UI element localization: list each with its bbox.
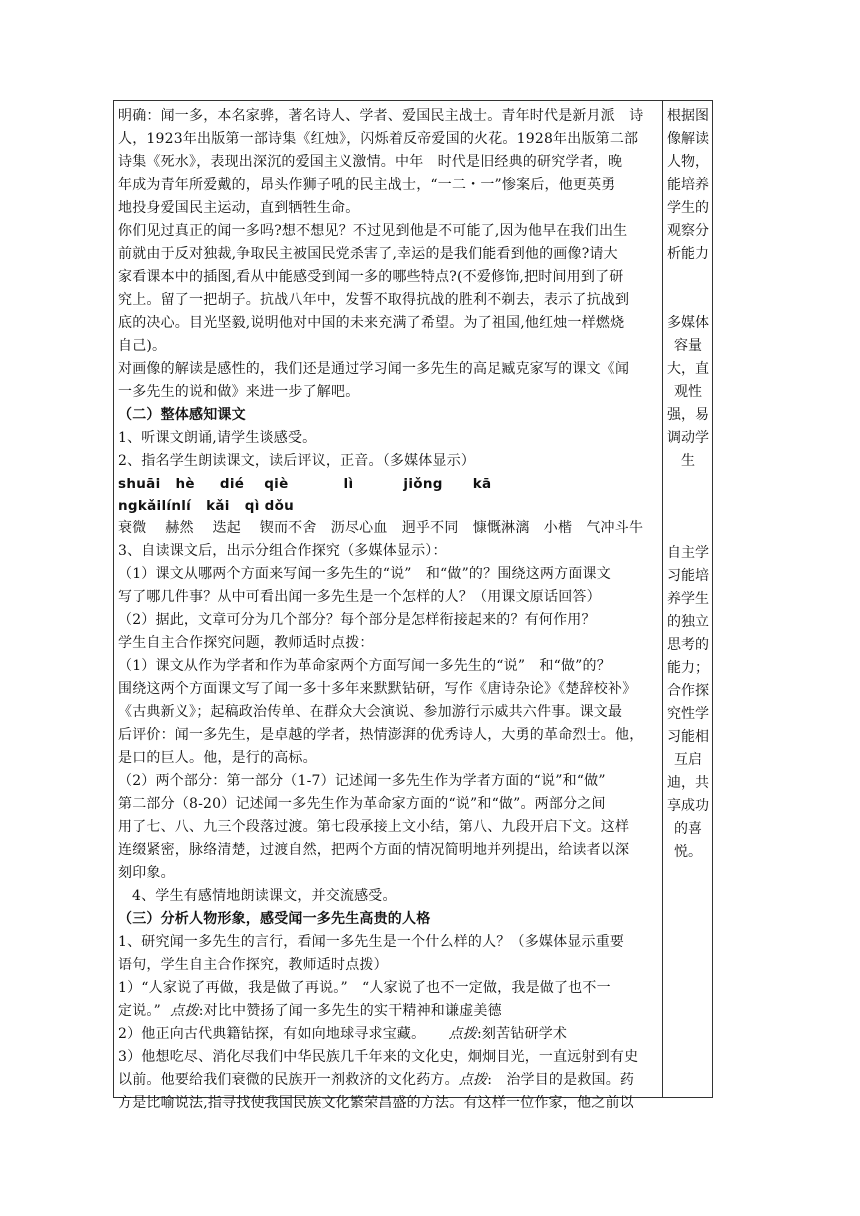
text-line: 自己)。 (118, 338, 167, 354)
text-line: 地投身爱国民主运动，直到牺牲生命。 (118, 200, 360, 216)
text-line: 家看课本中的插图,看从中能感受到闻一多的哪些特点?(不爱修饰,把时间用到了研 (118, 269, 624, 285)
text-line: 4、学生有感情地朗读课文，并交流感受。 (132, 888, 397, 904)
quote-line: 3）他想吃尽、消化尽我们中华民族几千年来的文化史，炯炯目光，一直远射到有史 (118, 1049, 639, 1065)
text-line: 连缀紧密，脉络清楚，过渡自然，把两个方面的情况简明地并列提出，给读者以深 (118, 842, 630, 858)
text-line: 人，1923年出版第一部诗集《红烛》，闪烁着反帝爱国的火花。1928年出版第二部 (118, 131, 639, 147)
text-line: 第二部分（8-20）记述闻一多先生作为革命家方面的“说”和“做”。两部分之间 (118, 796, 606, 812)
quote-text: 定说。” (118, 1003, 161, 1019)
pinyin-row: ngkǎilínlí kǎi qì dǒu (118, 498, 295, 514)
text-line: 1、研究闻一多先生的言行，看闻一多先生是一个什么样的人？（多媒体显示重要 (118, 934, 625, 950)
hint-label: 点拨 (170, 1003, 199, 1019)
hint-text: : 治学目的是救国。药 (487, 1072, 635, 1088)
text-line: 1、听课文朗诵,请学生谈感受。 (118, 430, 317, 446)
side-note: 根据图像解读人物，能培养学生的观察分析能力 (667, 108, 709, 262)
quote-line (118, 1023, 658, 1046)
text-line: 后评价：闻一多先生，是卓越的学者，热情澎湃的优秀诗人，大勇的革命烈士。他， (118, 727, 644, 743)
quote-line: 1）“人家说了再做，我是做了再说。” “人家说了也不一定做，我是做了也不一 (118, 980, 611, 996)
quote-text: 2）他正向古代典籍钻探，有如向地球寻求宝藏。 (118, 1026, 426, 1042)
hint-text: :刻苦钻研学术 (476, 1026, 568, 1042)
text-line: 一多先生的说和做》来进一步了解吧。 (118, 384, 360, 400)
quote-line: 方是比喻说法,指寻找使我国民族文化繁荣昌盛的方法。有这样一位作家，他之前以 (118, 1095, 634, 1111)
quote-line (118, 1000, 658, 1023)
text-line: 对画像的解读是感性的，我们还是通过学习闻一多先生的高足臧克家写的课文《闻 (118, 361, 630, 377)
text-line: 3、自读课文后，出示分组合作探究（多媒体显示）： (118, 543, 447, 559)
vocabulary-row: 衰微 赫然 迭起 锲而不舍 沥尽心血 迥乎不同 慷慨淋漓 小楷 气冲斗牛 (118, 520, 644, 536)
hint-label: 点拨 (448, 1026, 477, 1042)
text-line: 年成为青年所爱戴的，昂头作狮子吼的民主战士，“一二・一”惨案后，他更英勇 (118, 177, 616, 193)
text-line: 明确：闻一多，本名家骅，著名诗人、学者、爱国民主战士。青年时代是新月派 诗 (118, 108, 644, 124)
text-line: 你们见过真正的闻一多吗?想不想见？不过见到他是不可能了,因为他早在我们出生 (118, 223, 628, 239)
text-line: 底的决心。目光坚毅,说明他对中国的未来充满了希望。为了祖国,他红烛一样燃烧 (118, 315, 625, 331)
text-line: 刻印象。 (118, 865, 175, 881)
text-line: 是口的巨人。他，是行的高标。 (118, 750, 317, 766)
pinyin-row: shuāi hè dié qiè lì jiǒng kā (118, 476, 492, 492)
design-intent-cell (663, 101, 712, 1097)
teaching-content-cell (114, 101, 663, 1111)
text-line: （1）课文从作为学者和作为革命家两个方面写闻一多先生的“说” 和“做”的？ (118, 658, 611, 674)
text-line: （1）课文从哪两个方面来写闻一多先生的“说” 和“做”的？围绕这两方面课文 (118, 566, 611, 582)
hint-text: :对比中赞扬了闻一多先生的实干精神和谦虚美德 (198, 1003, 502, 1019)
section-heading: （三）分析人物形象，感受闻一多先生高贵的人格 (118, 911, 431, 927)
text-line: （2）两个部分：第一部分（1-7）记述闻一多先生作为学者方面的“说”和“做” (118, 773, 606, 789)
text-line: （2）据此，文章可分为几个部分？每个部分是怎样衔接起来的？有何作用？ (118, 612, 596, 628)
section-heading: （二）整体感知课文 (118, 407, 246, 423)
text-line: 语句，学生自主合作探究，教师适时点拨） (118, 957, 388, 973)
side-note: 多媒体容量大，直观性强，易调动学生 (667, 315, 709, 469)
quote-text: 以前。他要给我们衰微的民族开一剂救济的文化药方。 (118, 1072, 459, 1088)
intro-paragraphs (118, 105, 658, 404)
text-line: 围绕这两个方面课文写了闻一多十多年来默默钻研，写作《唐诗杂论》《楚辞校补》 (118, 681, 637, 697)
text-line: 《古典新义》；起稿政治传单、在群众大会演说、参加游行示威共六件事。课文最 (118, 704, 623, 720)
text-line: 学生自主合作探究问题，教师适时点拨： (118, 635, 374, 651)
text-line: 写了哪几件事？从中可看出闻一多先生是一个怎样的人？（用课文原话回答） (118, 589, 601, 605)
quote-line (118, 1069, 658, 1092)
text-line: 2、指名学生朗读课文，读后评议，正音。（多媒体显示） (118, 453, 476, 469)
text-line: 前就由于反对独裁,争取民主被国民党杀害了,幸运的是我们能看到他的画像?请大 (118, 246, 618, 262)
text-line: 用了七、八、九三个段落过渡。第七段承接上文小结，第八、九段开启下文。这样 (118, 819, 630, 835)
lesson-plan-table (113, 100, 713, 1111)
text-line: 诗集《死水》，表现出深沉的爱国主义激情。中年 时代是旧经典的研究学者，晚 (118, 154, 623, 170)
side-note: 自主学习能培养学生的独立思考的能力；合作探究性学习能相互启迪，共享成功的喜悦。 (667, 545, 709, 860)
text-line: 究上。留了一把胡子。抗战八年中，发誓不取得抗战的胜利不剃去，表示了抗战到 (118, 292, 630, 308)
hint-label: 点拨 (458, 1072, 488, 1088)
